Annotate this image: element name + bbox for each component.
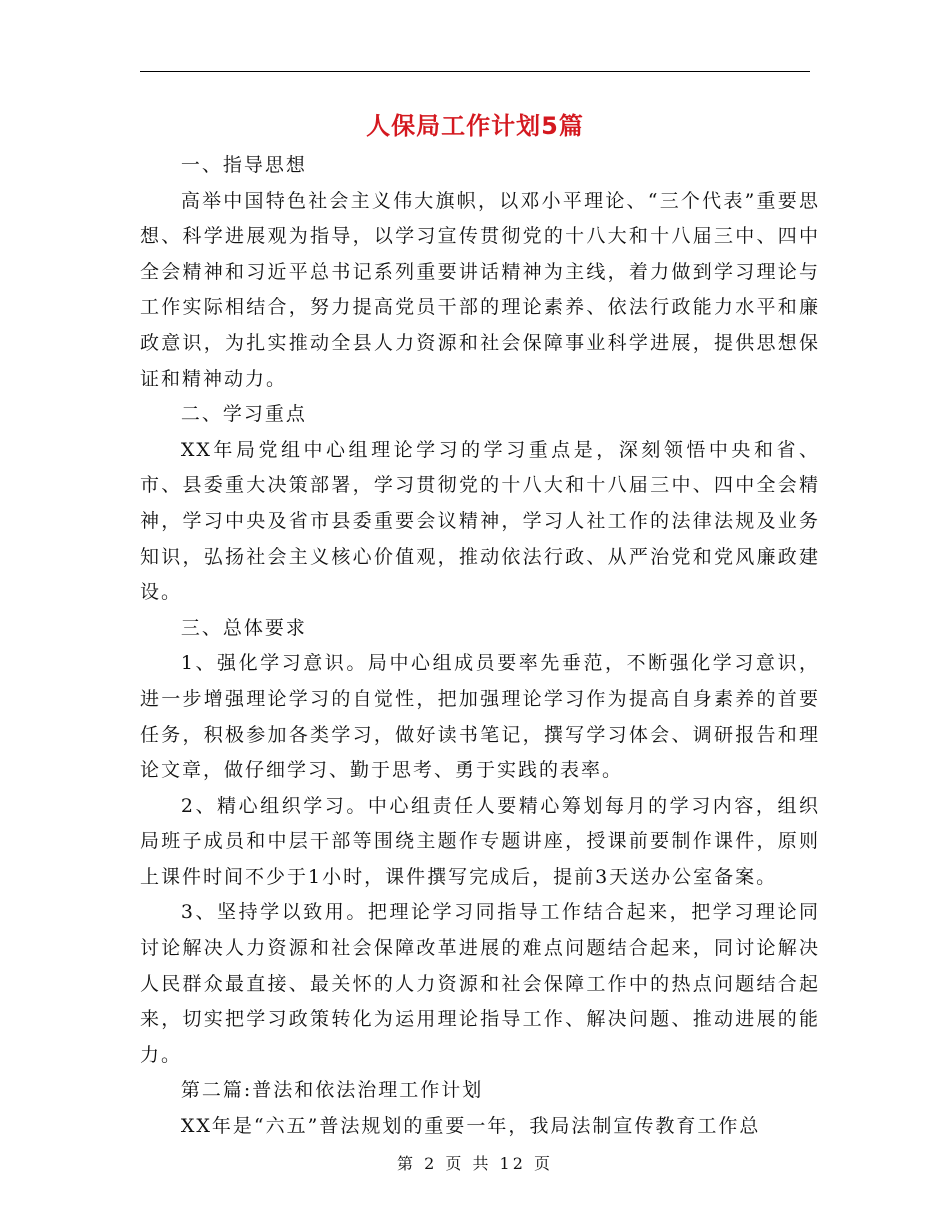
paragraph-requirement-2: 2、精心组织学习。中心组责任人要精心筹划每月的学习内容，组织局班子成员和中层干部等围绕主题作专题讲座，授课前要制作课件，原则上课件时间不少于1小时，课件撰写完成后，提前3天送办公室备案。 xyxy=(140,794,820,888)
paragraph-second-article-intro: XX年是“六五”普法规划的重要一年，我局法制宣传教育工作总 xyxy=(180,1115,761,1138)
page-number-footer: 第 2 页 共 12 页 xyxy=(397,1154,553,1173)
heading-study-focus: 二、学习重点 xyxy=(180,403,307,426)
heading-second-article: 第二篇:普法和依法治理工作计划 xyxy=(180,1079,484,1102)
heading-guiding-thought: 一、指导思想 xyxy=(180,154,307,176)
document-body xyxy=(140,148,820,1145)
paragraph-guiding-thought: 高举中国特色社会主义伟大旗帜，以邓小平理论、“三个代表”重要思想、科学进展观为指导，以学习宣传贯彻党的十八大和十八届三中、四中全会精神和习近平总书记系列重要讲话精神为主线，着力做到学习理论与工作实际相结合，努力提高党员干部的理论素养、依法行政能力水平和廉政意识，为扎实推动全县人力资源和社会保障事业科学进展，提供思想保证和精神动力。 xyxy=(140,189,820,390)
document-title: 人保局工作计划5篇 xyxy=(366,112,584,140)
heading-general-requirements: 三、总体要求 xyxy=(180,616,307,639)
paragraph-requirement-1: 1、强化学习意识。局中心组成员要率先垂范，不断强化学习意识，进一步增强理论学习的自觉性，把加强理论学习作为提高自身素养的首要任务，积极参加各类学习，做好读书笔记，撰写学习体会、调研报告和理论文章，做仔细学习、勤于思考、勇于实践的表率。 xyxy=(140,652,820,782)
paragraph-requirement-3: 3、坚持学以致用。把理论学习同指导工作结合起来，把学习理论同讨论解决人力资源和社会保障改革进展的难点问题结合起来，同讨论解决人民群众最直接、最关怀的人力资源和社会保障工作中的热点问题结合起来，切实把学习政策转化为运用理论指导工作、解决问题、推动进展的能力。 xyxy=(140,901,820,1066)
paragraph-study-focus: XX年局党组中心组理论学习的学习重点是，深刻领悟中央和省、市、县委重大决策部署，学习贯彻党的十八大和十八届三中、四中全会精神，学习中央及省市县委重要会议精神，学习人社工作的法律法规及业务知识，弘扬社会主义核心价值观，推动依法行政、从严治党和党风廉政建设。 xyxy=(140,438,820,604)
header-rule xyxy=(140,71,810,72)
